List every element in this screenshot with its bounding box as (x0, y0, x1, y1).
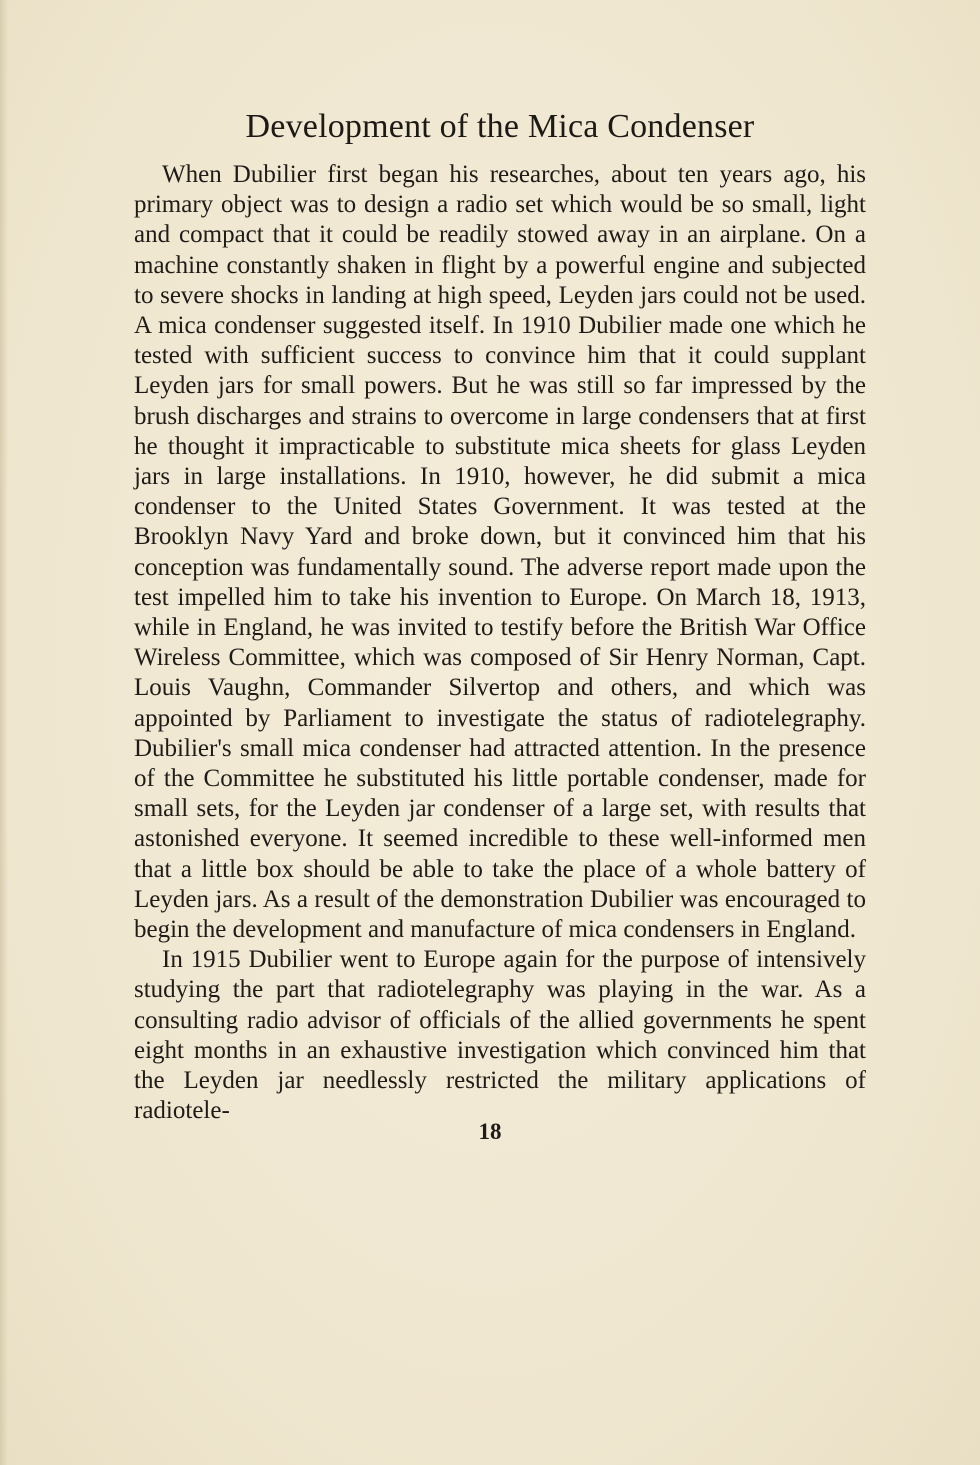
chapter-heading: Development of the Mica Condenser (245, 108, 755, 145)
paragraph-2: In 1915 Dubilier went to Europe again for the purpose of intensively studying the part that radiotelegraphy was playing in the war. As a consulting radio advisor of officials of the allied governments he spent eight months in an exhaustive investigation which convinced him that the Leyden jar needlessly restricted the military applications of radiotele- (134, 946, 866, 1125)
page-edge-shadow (0, 0, 8, 1465)
paragraph-1: When Dubilier first began his researches, about ten years ago, his primary object was to design a radio set which would be so small, light and compact that it could be readily stowed away in an airplane. On a machine constantly shaken in flight by a powerful engine and subjected to severe shocks in landing at high speed, Leyden jars could not be used. A mica condenser suggested itself. In 1910 Dubilier made one which he tested with sufficient success to convince him that it could supplant Leyden jars for small powers. But he was still so far impressed by the brush discharges and strains to overcome in large condensers that at first he thought it impracticable to substitute mica sheets for glass Leyden jars in large installations. In 1910, however, he did submit a mica condenser to the United States Government. It was tested at the Brooklyn Navy Yard and broke down, but it convinced him that his conception was fundamentally sound. The adverse report made upon the test impelled him to take his invention to Europe. On March 18, 1913, while in England, he was invited to testify before the British War Office Wireless Committee, which was composed of Sir Henry Norman, Capt. Louis Vaughn, Commander Silvertop and others, and which was appointed by Parliament to investigate the status of radiotelegraphy. Dubilier's small mica condenser had attracted attention. In the presence of the Committee he substituted his little portable condenser, made for small sets, for the Leyden jar condenser of a large set, with results that astonished everyone. It seemed incredible to these well-informed men that a little box should be able to take the place of a whole battery of Leyden jars. As a result of the demonstration Dubilier was encouraged to begin the development and manufacture of mica condensers in England. (134, 161, 866, 944)
page-number: 18 (478, 1119, 502, 1144)
body-text (134, 160, 866, 1127)
